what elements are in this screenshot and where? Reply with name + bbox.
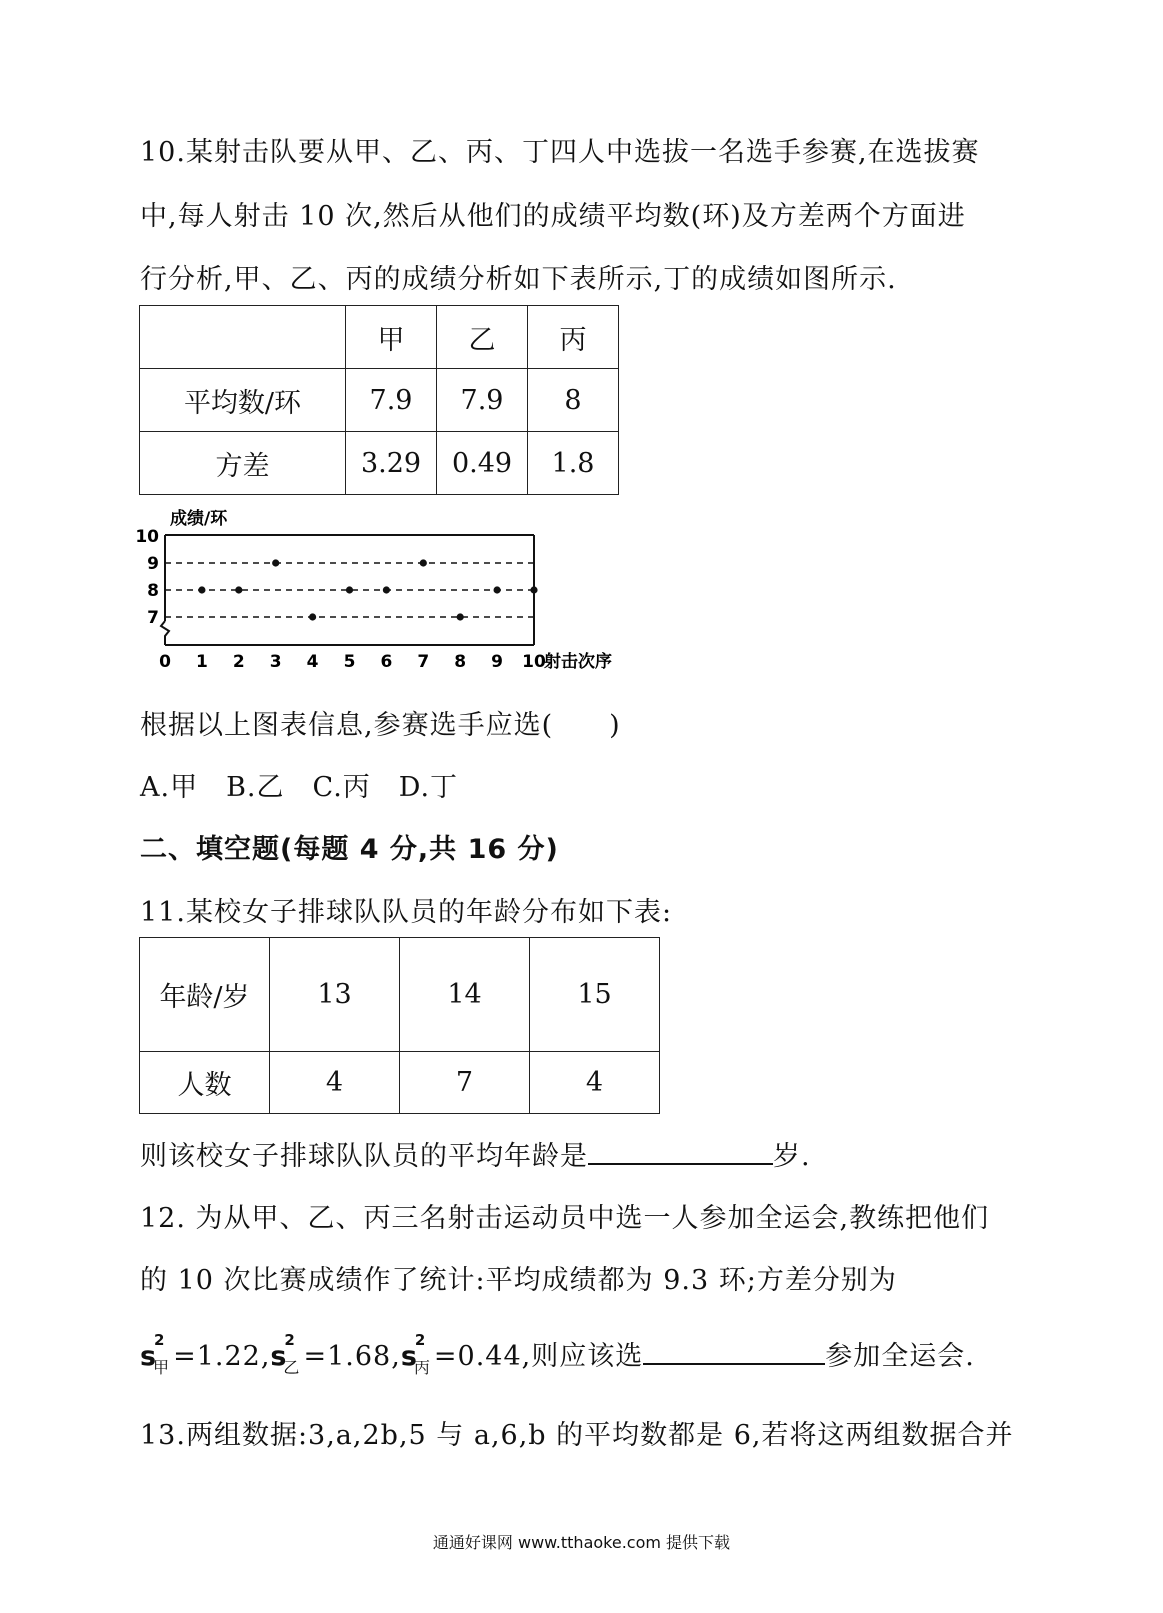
- table-row: [140, 938, 660, 1052]
- q12-post: 参加全运会.: [825, 1341, 975, 1372]
- q10-stats-table: [139, 305, 619, 495]
- row-label: 年龄/岁: [140, 938, 270, 1052]
- q12-line1: 12. 为从甲、乙、丙三名射击运动员中选一人参加全运会,教练把他们: [140, 1203, 990, 1234]
- table-row: [140, 369, 619, 432]
- footer-text: 通通好课网 www.tthaoke.com 提供下载: [432, 1533, 731, 1552]
- table-cell: 14: [400, 938, 530, 1052]
- table-cell: 13: [270, 938, 400, 1052]
- x-tick-label: 6: [380, 652, 393, 672]
- data-point: [383, 586, 390, 593]
- variance-value: =1.68,: [303, 1341, 401, 1372]
- x-tick-label: 2: [232, 652, 245, 672]
- table-header: 乙: [437, 306, 528, 369]
- table-row: [140, 1052, 660, 1114]
- section-title: 二、填空题(每题 4 分,共 16 分): [140, 834, 559, 865]
- variance-value: =0.44,则应该选: [433, 1341, 644, 1372]
- table-header: 甲: [346, 306, 437, 369]
- subscript: 甲: [153, 1358, 171, 1377]
- y-tick-label: 9: [147, 554, 159, 574]
- x-tick-label: 3: [269, 652, 282, 672]
- table-cell: 4: [530, 1052, 660, 1114]
- answer-blank[interactable]: [643, 1341, 825, 1365]
- q11-age-table: [139, 937, 660, 1114]
- table-cell: 4: [270, 1052, 400, 1114]
- table-row: [140, 432, 619, 495]
- q13-line1: 13.两组数据:3,a,2b,5 与 a,6,b 的平均数都是 6,若将这两组数据合并: [140, 1420, 1014, 1451]
- q10-options: A.甲 B.乙 C.丙 D.丁: [140, 772, 459, 803]
- row-label: 人数: [140, 1052, 270, 1114]
- table-cell: 1.8: [528, 432, 619, 495]
- s-letter: s: [400, 1341, 418, 1372]
- data-point: [272, 559, 279, 566]
- variance-symbol: [270, 1331, 301, 1377]
- table-cell: 7.9: [437, 369, 528, 432]
- table-cell: 7: [400, 1052, 530, 1114]
- q10-question: 根据以上图表信息,参赛选手应选( ): [140, 710, 621, 741]
- x-tick-label: 9: [491, 652, 504, 672]
- q10-line1: 10.某射击队要从甲、乙、丙、丁四人中选拔一名选手参赛,在选拔赛: [140, 137, 980, 168]
- x-tick-label: 4: [306, 652, 319, 672]
- y-axis-label: 成绩/环: [170, 509, 228, 529]
- x-tick-label: 7: [417, 652, 430, 672]
- q11-intro: 11.某校女子排球队队员的年龄分布如下表:: [140, 897, 673, 928]
- table-cell: 0.49: [437, 432, 528, 495]
- data-point: [235, 586, 242, 593]
- q12-line3: [140, 1331, 975, 1377]
- x-tick-label: 8: [454, 652, 467, 672]
- axis-break: [161, 621, 169, 645]
- table-cell: 3.29: [346, 432, 437, 495]
- q10-line3: 行分析,甲、乙、丙的成绩分析如下表所示,丁的成绩如图所示.: [140, 264, 897, 295]
- s-letter: s: [270, 1341, 288, 1372]
- table-header: 丙: [528, 306, 619, 369]
- table-cell: 15: [530, 938, 660, 1052]
- subscript: 乙: [283, 1358, 301, 1377]
- row-label: 平均数/环: [140, 369, 346, 432]
- data-point: [494, 586, 501, 593]
- score-chart: [130, 505, 650, 675]
- x-tick-label: 10: [522, 652, 546, 672]
- q11-question-pre: 则该校女子排球队队员的平均年龄是: [140, 1141, 588, 1172]
- data-point: [198, 586, 205, 593]
- q12-line2: 的 10 次比赛成绩作了统计:平均成绩都为 9.3 环;方差分别为: [140, 1265, 897, 1296]
- table-cell: 8: [528, 369, 619, 432]
- data-point: [309, 613, 316, 620]
- q11-question: [140, 1134, 811, 1173]
- q11-question-post: 岁.: [773, 1141, 811, 1172]
- variance-symbol: [140, 1331, 171, 1377]
- table-row: [140, 306, 619, 369]
- x-axis-label: 射击次序: [544, 652, 612, 672]
- data-point: [457, 613, 464, 620]
- s-letter: s: [140, 1341, 158, 1372]
- x-tick-label: 0: [159, 652, 171, 672]
- data-point: [346, 586, 353, 593]
- y-tick-label: 8: [147, 581, 159, 601]
- table-cell: 7.9: [346, 369, 437, 432]
- y-tick-label: 7: [147, 608, 159, 628]
- superscript: 2: [154, 1331, 166, 1349]
- data-point: [420, 559, 427, 566]
- x-tick-label: 1: [195, 652, 208, 672]
- variance-symbol: [400, 1331, 431, 1377]
- row-label: 方差: [140, 432, 346, 495]
- table-header-empty: [140, 306, 346, 369]
- data-point: [530, 586, 537, 593]
- answer-blank[interactable]: [588, 1141, 773, 1165]
- superscript: 2: [414, 1331, 427, 1349]
- y-tick-label: 10: [135, 527, 159, 547]
- variance-value: =1.22,: [173, 1341, 271, 1372]
- subscript: 丙: [413, 1358, 431, 1377]
- x-tick-label: 5: [343, 652, 356, 672]
- superscript: 2: [284, 1331, 296, 1349]
- q10-line2: 中,每人射击 10 次,然后从他们的成绩平均数(环)及方差两个方面进: [140, 201, 966, 232]
